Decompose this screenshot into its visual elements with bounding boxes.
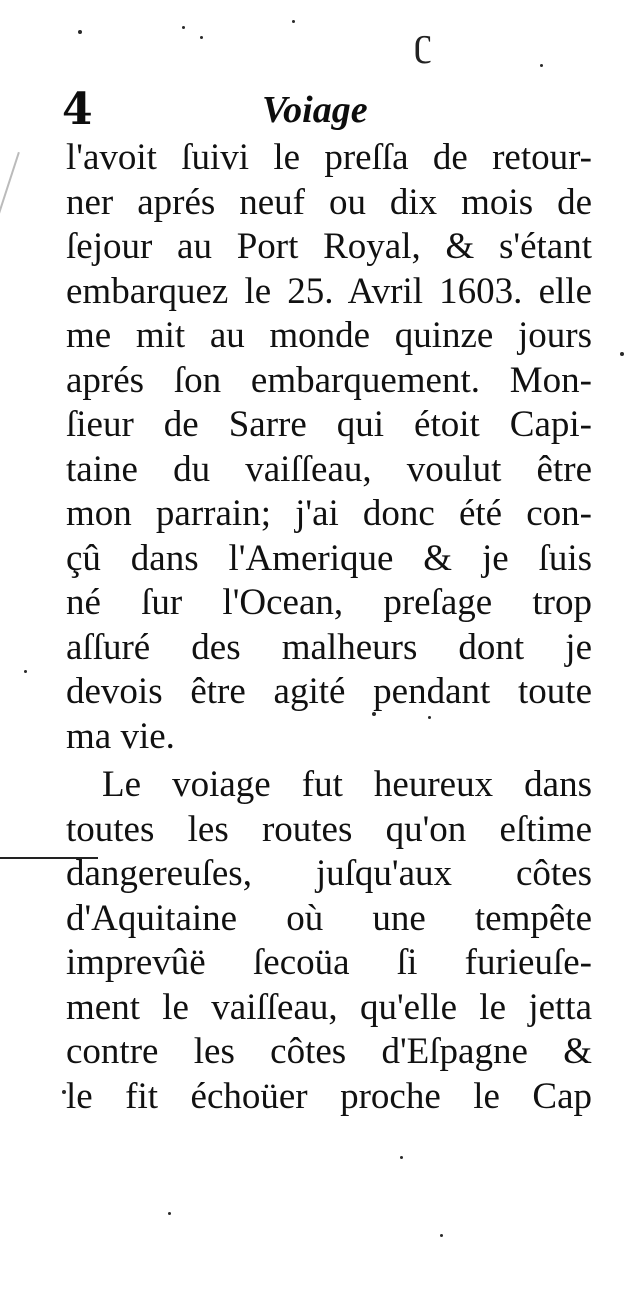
text-line: ſejour au Port Royal, & s'étant — [66, 226, 592, 267]
text-line: embarquez le 25. Avril 1603. elle — [66, 270, 592, 312]
text-line: imprevûë ſecoüa ſi furieuſe- — [66, 942, 592, 983]
text-line: çû dans l'Amerique & je ſuis — [66, 537, 592, 579]
text-line: le fit échoüer proche le Cap — [66, 1075, 592, 1117]
margin-stroke — [0, 152, 20, 238]
text-line: ma vie. — [66, 715, 175, 757]
text-line: me mit au monde quinze jours — [66, 315, 592, 356]
text-line: dangereuſes, juſqu'aux côtes — [66, 853, 592, 894]
text-line: Le voiage fut heureux dans — [102, 764, 592, 805]
text-line: mon parrain; j'ai donc été con- — [66, 493, 592, 534]
paragraph-1 — [66, 136, 592, 759]
text-line: ner aprés neuf ou dix mois de — [66, 181, 592, 223]
scan-speck — [78, 30, 82, 34]
scan-speck — [182, 26, 185, 29]
running-head: Voiage — [262, 89, 368, 131]
text-line: taine du vaiſſeau, voulut être — [66, 448, 592, 490]
text-line: aſſuré des malheurs dont je — [66, 626, 592, 668]
text-line: aprés ſon embarquement. Mon- — [66, 359, 592, 401]
scan-speck — [24, 670, 27, 673]
scan-speck — [168, 1212, 171, 1215]
scan-speck — [620, 352, 624, 356]
text-line: devois être agité pendant toute — [66, 671, 592, 712]
scan-speck — [200, 36, 203, 39]
text-line: ſieur de Sarre qui étoit Capi- — [66, 404, 592, 445]
text-line: contre les côtes d'Eſpagne & — [66, 1031, 592, 1072]
ink-mark: ʗ — [414, 19, 432, 64]
text-line: toutes les routes qu'on eſtime — [66, 808, 592, 850]
text-line: l'avoit ſuivi le preſſa de retour- — [66, 137, 592, 178]
text-line: ment le vaiſſeau, qu'elle le jetta — [66, 986, 592, 1028]
scan-speck — [400, 1156, 403, 1159]
text-line: d'Aquitaine où une tempête — [66, 897, 592, 939]
page-number: 4 — [62, 84, 93, 135]
body-text — [66, 136, 592, 1119]
text-line: né ſur l'Ocean, preſage trop — [66, 582, 592, 623]
scan-speck — [540, 64, 543, 67]
page-header — [62, 80, 482, 140]
paragraph-2 — [66, 763, 592, 1119]
scan-speck — [292, 20, 295, 23]
scan-speck — [440, 1234, 443, 1237]
